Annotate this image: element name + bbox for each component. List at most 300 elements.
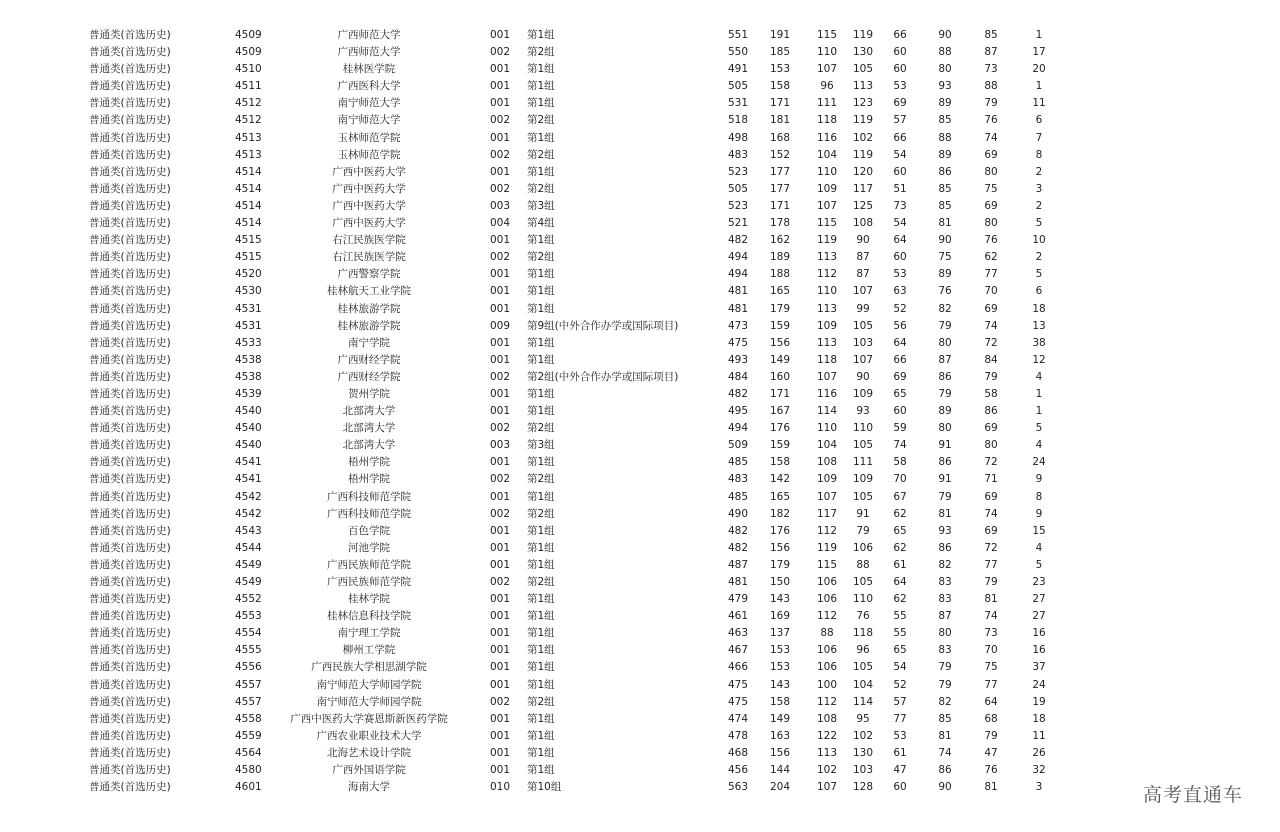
score-cell: 88 — [820, 627, 834, 640]
score-cell: 82 — [938, 558, 952, 571]
school-name-cell: 南宁师范大学 — [337, 97, 401, 110]
table-row — [0, 318, 1280, 335]
score-cell: 27 — [1032, 610, 1046, 623]
table-row — [0, 642, 1280, 659]
table-row — [0, 489, 1280, 506]
category-cell: 普通类(首选历史) — [89, 524, 171, 537]
score-cell: 62 — [984, 251, 998, 264]
score-cell: 60 — [893, 781, 907, 794]
category-cell: 普通类(首选历史) — [89, 199, 171, 212]
score-cell: 96 — [856, 644, 870, 657]
group-name-cell: 第1组 — [527, 80, 555, 93]
score-cell: 23 — [1032, 576, 1046, 588]
score-cell: 473 — [727, 319, 749, 332]
school-code-cell: 4511 — [235, 80, 262, 93]
score-cell: 70 — [984, 285, 998, 298]
score-cell: 65 — [893, 644, 907, 657]
group-code-cell: 002 — [490, 251, 511, 264]
score-cell: 93 — [938, 524, 952, 537]
score-cell: 69 — [984, 302, 998, 315]
score-cell: 179 — [769, 558, 791, 571]
score-cell: 63 — [893, 285, 907, 298]
group-name-cell: 第2组 — [527, 422, 555, 435]
score-cell: 4 — [1035, 439, 1043, 452]
group-code-cell: 001 — [490, 387, 511, 400]
category-cell: 普通类(首选历史) — [89, 473, 171, 486]
score-cell: 509 — [727, 439, 749, 452]
score-cell: 79 — [984, 576, 998, 588]
score-cell: 107 — [816, 199, 838, 212]
table-row — [0, 61, 1280, 78]
score-cell: 113 — [852, 80, 874, 93]
group-name-cell: 第3组 — [527, 439, 555, 452]
score-cell: 8 — [1035, 490, 1043, 503]
score-cell: 158 — [769, 456, 791, 469]
group-code-cell: 001 — [490, 541, 511, 554]
score-cell: 65 — [893, 524, 907, 537]
table-row — [0, 44, 1280, 61]
group-code-cell: 002 — [490, 46, 511, 59]
score-cell: 86 — [938, 541, 952, 554]
school-name-cell: 玉林师范学院 — [337, 131, 401, 144]
score-cell: 76 — [984, 234, 998, 247]
score-cell: 47 — [984, 746, 998, 759]
group-code-cell: 001 — [490, 558, 511, 571]
table-row — [0, 369, 1280, 386]
score-cell: 102 — [852, 729, 874, 742]
score-cell: 106 — [816, 593, 838, 606]
score-cell: 18 — [1032, 712, 1046, 725]
score-cell: 108 — [816, 456, 838, 469]
score-cell: 111 — [816, 97, 838, 110]
group-name-cell: 第1组 — [527, 490, 555, 503]
score-cell: 108 — [852, 217, 874, 230]
score-cell: 531 — [727, 97, 749, 110]
table-row — [0, 215, 1280, 232]
score-cell: 109 — [816, 473, 838, 486]
category-cell: 普通类(首选历史) — [89, 729, 171, 742]
score-cell: 77 — [893, 712, 907, 725]
score-cell: 143 — [769, 593, 791, 606]
school-name-cell: 桂林学院 — [348, 593, 390, 606]
school-name-cell: 南宁理工学院 — [337, 627, 401, 640]
group-code-cell: 002 — [490, 182, 511, 195]
score-cell: 24 — [1032, 678, 1046, 691]
school-name-cell: 桂林信息科技学院 — [327, 610, 411, 623]
school-code-cell: 4542 — [235, 490, 262, 503]
score-cell: 163 — [769, 729, 791, 742]
category-cell: 普通类(首选历史) — [89, 712, 171, 725]
score-cell: 74 — [984, 507, 998, 520]
score-cell: 550 — [727, 46, 749, 59]
score-cell: 468 — [727, 746, 749, 759]
school-code-cell: 4549 — [235, 576, 262, 588]
table-row — [0, 591, 1280, 608]
score-cell: 74 — [984, 610, 998, 623]
score-cell: 80 — [984, 217, 998, 230]
school-code-cell: 4544 — [235, 541, 262, 554]
table-row — [0, 164, 1280, 181]
score-cell: 86 — [938, 165, 952, 178]
score-cell: 90 — [938, 234, 952, 247]
score-cell: 150 — [769, 576, 791, 588]
school-name-cell: 广西农业职业技术大学 — [316, 729, 422, 742]
score-cell: 177 — [769, 165, 791, 178]
score-cell: 80 — [938, 63, 952, 76]
school-name-cell: 桂林医学院 — [342, 63, 396, 76]
school-name-cell: 广西民族师范学院 — [327, 576, 411, 588]
table-row — [0, 659, 1280, 676]
score-cell: 79 — [938, 678, 952, 691]
score-cell: 79 — [938, 387, 952, 400]
score-cell: 144 — [769, 764, 791, 777]
school-code-cell: 4540 — [235, 422, 262, 435]
score-cell: 81 — [984, 593, 998, 606]
score-cell: 117 — [852, 182, 874, 195]
score-cell: 474 — [727, 712, 749, 725]
category-cell: 普通类(首选历史) — [89, 781, 171, 794]
table-row — [0, 540, 1280, 557]
category-cell: 普通类(首选历史) — [89, 251, 171, 264]
score-cell: 523 — [727, 165, 749, 178]
category-cell: 普通类(首选历史) — [89, 353, 171, 366]
score-cell: 523 — [727, 199, 749, 212]
score-cell: 130 — [852, 746, 874, 759]
score-cell: 54 — [893, 148, 907, 161]
score-cell: 75 — [938, 251, 952, 264]
score-cell: 111 — [852, 456, 874, 469]
score-cell: 9 — [1035, 473, 1043, 486]
school-name-cell: 贺州学院 — [348, 387, 390, 400]
score-cell: 64 — [984, 695, 998, 708]
score-cell: 484 — [727, 370, 749, 383]
score-cell: 77 — [984, 558, 998, 571]
table-row — [0, 301, 1280, 318]
score-cell: 91 — [856, 507, 870, 520]
score-cell: 107 — [816, 490, 838, 503]
school-code-cell: 4553 — [235, 610, 262, 623]
score-cell: 2 — [1035, 165, 1043, 178]
school-code-cell: 4559 — [235, 729, 262, 742]
category-cell: 普通类(首选历史) — [89, 285, 171, 298]
score-cell: 15 — [1032, 524, 1046, 537]
score-cell: 5 — [1035, 558, 1043, 571]
group-name-cell: 第1组 — [527, 97, 555, 110]
score-cell: 6 — [1035, 114, 1043, 127]
score-cell: 153 — [769, 63, 791, 76]
score-cell: 482 — [727, 234, 749, 247]
category-cell: 普通类(首选历史) — [89, 678, 171, 691]
group-name-cell: 第9组(中外合作办学或国际项目) — [527, 319, 679, 332]
score-cell: 7 — [1035, 131, 1043, 144]
score-cell: 490 — [727, 507, 749, 520]
score-cell: 113 — [816, 746, 838, 759]
score-cell: 152 — [769, 148, 791, 161]
group-name-cell: 第2组 — [527, 251, 555, 264]
score-cell: 65 — [893, 387, 907, 400]
score-cell: 105 — [852, 63, 874, 76]
score-cell: 171 — [769, 387, 791, 400]
score-cell: 158 — [769, 695, 791, 708]
score-cell: 6 — [1035, 285, 1043, 298]
score-cell: 69 — [984, 422, 998, 435]
score-cell: 74 — [984, 319, 998, 332]
school-code-cell: 4580 — [235, 764, 262, 777]
score-cell: 17 — [1032, 46, 1046, 59]
score-cell: 96 — [820, 80, 834, 93]
score-cell: 53 — [893, 729, 907, 742]
category-cell: 普通类(首选历史) — [89, 439, 171, 452]
table-row — [0, 403, 1280, 420]
score-cell: 91 — [938, 439, 952, 452]
school-code-cell: 4541 — [235, 473, 262, 486]
score-cell: 482 — [727, 524, 749, 537]
school-name-cell: 右江民族医学院 — [332, 234, 406, 247]
score-cell: 149 — [769, 712, 791, 725]
score-cell: 70 — [893, 473, 907, 486]
score-cell: 54 — [893, 661, 907, 674]
school-name-cell: 广西中医药大学 — [332, 217, 406, 230]
score-cell: 109 — [816, 182, 838, 195]
group-code-cell: 002 — [490, 148, 511, 161]
score-cell: 176 — [769, 422, 791, 435]
category-cell: 普通类(首选历史) — [89, 336, 171, 349]
score-cell: 16 — [1032, 627, 1046, 640]
score-cell: 110 — [852, 422, 874, 435]
score-cell: 182 — [769, 507, 791, 520]
school-name-cell: 广西科技师范学院 — [327, 490, 411, 503]
score-cell: 87 — [938, 353, 952, 366]
school-code-cell: 4531 — [235, 319, 262, 332]
group-name-cell: 第4组 — [527, 217, 555, 230]
category-cell: 普通类(首选历史) — [89, 302, 171, 315]
score-cell: 3 — [1035, 781, 1043, 794]
group-code-cell: 002 — [490, 370, 511, 383]
score-cell: 495 — [727, 405, 749, 418]
group-name-cell: 第1组 — [527, 456, 555, 469]
score-cell: 60 — [893, 46, 907, 59]
score-cell: 120 — [852, 165, 874, 178]
school-name-cell: 海南大学 — [348, 781, 390, 794]
score-cell: 563 — [727, 781, 749, 794]
score-cell: 88 — [938, 131, 952, 144]
score-cell: 77 — [984, 268, 998, 281]
score-cell: 128 — [852, 781, 874, 794]
group-name-cell: 第2组(中外合作办学或国际项目) — [527, 370, 679, 383]
score-cell: 123 — [852, 97, 874, 110]
score-cell: 24 — [1032, 456, 1046, 469]
score-cell: 82 — [938, 695, 952, 708]
table-row — [0, 608, 1280, 625]
school-code-cell: 4601 — [235, 781, 262, 794]
score-cell: 4 — [1035, 541, 1043, 554]
score-cell: 177 — [769, 182, 791, 195]
score-cell: 461 — [727, 610, 749, 623]
score-cell: 481 — [727, 576, 749, 588]
score-cell: 20 — [1032, 63, 1046, 76]
score-cell: 107 — [816, 781, 838, 794]
category-cell: 普通类(首选历史) — [89, 576, 171, 588]
score-cell: 112 — [816, 695, 838, 708]
score-cell: 475 — [727, 678, 749, 691]
score-cell: 83 — [938, 593, 952, 606]
school-code-cell: 4531 — [235, 302, 262, 315]
group-name-cell: 第2组 — [527, 46, 555, 59]
table-row — [0, 352, 1280, 369]
score-cell: 122 — [816, 729, 838, 742]
score-cell: 112 — [816, 524, 838, 537]
group-name-cell: 第2组 — [527, 114, 555, 127]
score-cell: 72 — [984, 541, 998, 554]
score-cell: 72 — [984, 456, 998, 469]
school-name-cell: 北海艺术设计学院 — [327, 746, 411, 759]
school-code-cell: 4554 — [235, 627, 262, 640]
school-code-cell: 4514 — [235, 182, 262, 195]
score-cell: 70 — [984, 644, 998, 657]
table-row — [0, 745, 1280, 762]
score-cell: 80 — [938, 336, 952, 349]
score-cell: 113 — [816, 336, 838, 349]
score-cell: 494 — [727, 268, 749, 281]
score-cell: 60 — [893, 405, 907, 418]
group-name-cell: 第2组 — [527, 576, 555, 588]
score-cell: 456 — [727, 764, 749, 777]
group-name-cell: 第1组 — [527, 558, 555, 571]
school-name-cell: 广西中医药大学 — [332, 165, 406, 178]
score-cell: 142 — [769, 473, 791, 486]
score-cell: 112 — [816, 268, 838, 281]
table-row — [0, 523, 1280, 540]
table-row — [0, 386, 1280, 403]
score-cell: 159 — [769, 439, 791, 452]
category-cell: 普通类(首选历史) — [89, 456, 171, 469]
table-row — [0, 249, 1280, 266]
school-code-cell: 4540 — [235, 405, 262, 418]
group-code-cell: 003 — [490, 439, 511, 452]
score-cell: 118 — [852, 627, 874, 640]
table-row — [0, 335, 1280, 352]
score-cell: 483 — [727, 473, 749, 486]
school-code-cell: 4510 — [235, 63, 262, 76]
score-cell: 130 — [852, 46, 874, 59]
score-cell: 487 — [727, 558, 749, 571]
group-name-cell: 第1组 — [527, 712, 555, 725]
score-cell: 115 — [816, 29, 838, 41]
score-cell: 13 — [1032, 319, 1046, 332]
group-name-cell: 第1组 — [527, 268, 555, 281]
score-cell: 191 — [769, 29, 791, 41]
score-cell: 66 — [893, 131, 907, 144]
score-cell: 485 — [727, 490, 749, 503]
score-cell: 61 — [893, 558, 907, 571]
score-cell: 80 — [984, 165, 998, 178]
table-row — [0, 574, 1280, 591]
score-cell: 53 — [893, 80, 907, 93]
score-cell: 68 — [984, 712, 998, 725]
school-code-cell: 4509 — [235, 46, 262, 59]
score-cell: 69 — [984, 148, 998, 161]
category-cell: 普通类(首选历史) — [89, 746, 171, 759]
score-cell: 27 — [1032, 593, 1046, 606]
score-cell: 466 — [727, 661, 749, 674]
school-name-cell: 广西民族大学相思湖学院 — [311, 661, 427, 674]
group-code-cell: 001 — [490, 610, 511, 623]
score-cell: 10 — [1032, 234, 1046, 247]
score-cell: 85 — [984, 29, 998, 41]
score-cell: 26 — [1032, 746, 1046, 759]
score-cell: 481 — [727, 285, 749, 298]
score-cell: 62 — [893, 593, 907, 606]
score-cell: 79 — [938, 661, 952, 674]
group-name-cell: 第2组 — [527, 507, 555, 520]
score-cell: 162 — [769, 234, 791, 247]
score-cell: 81 — [938, 507, 952, 520]
group-code-cell: 001 — [490, 661, 511, 674]
score-cell: 467 — [727, 644, 749, 657]
score-cell: 79 — [938, 490, 952, 503]
score-cell: 85 — [938, 199, 952, 212]
score-cell: 105 — [852, 319, 874, 332]
score-cell: 118 — [816, 353, 838, 366]
score-cell: 505 — [727, 80, 749, 93]
score-cell: 100 — [816, 678, 838, 691]
category-cell: 普通类(首选历史) — [89, 507, 171, 520]
school-code-cell: 4512 — [235, 97, 262, 110]
school-code-cell: 4509 — [235, 29, 262, 41]
score-cell: 158 — [769, 80, 791, 93]
score-cell: 112 — [816, 610, 838, 623]
category-cell: 普通类(首选历史) — [89, 490, 171, 503]
score-cell: 482 — [727, 387, 749, 400]
score-cell: 58 — [893, 456, 907, 469]
score-cell: 84 — [984, 353, 998, 366]
score-cell: 106 — [816, 644, 838, 657]
score-cell: 5 — [1035, 217, 1043, 230]
group-name-cell: 第2组 — [527, 695, 555, 708]
score-cell: 493 — [727, 353, 749, 366]
category-cell: 普通类(首选历史) — [89, 370, 171, 383]
score-cell: 76 — [938, 285, 952, 298]
score-cell: 86 — [938, 370, 952, 383]
score-cell: 102 — [816, 764, 838, 777]
score-cell: 55 — [893, 627, 907, 640]
score-cell: 167 — [769, 405, 791, 418]
score-cell: 105 — [852, 490, 874, 503]
school-name-cell: 广西中医药大学 — [332, 182, 406, 195]
table-row — [0, 198, 1280, 215]
score-cell: 64 — [893, 576, 907, 588]
group-name-cell: 第1组 — [527, 336, 555, 349]
school-code-cell: 4543 — [235, 524, 262, 537]
table-row — [0, 506, 1280, 523]
school-code-cell: 4549 — [235, 558, 262, 571]
category-cell: 普通类(首选历史) — [89, 217, 171, 230]
group-name-cell: 第1组 — [527, 405, 555, 418]
school-name-cell: 广西民族师范学院 — [327, 558, 411, 571]
score-cell: 32 — [1032, 764, 1046, 777]
score-cell: 475 — [727, 695, 749, 708]
score-cell: 107 — [852, 353, 874, 366]
group-code-cell: 001 — [490, 234, 511, 247]
school-name-cell: 梧州学院 — [348, 473, 390, 486]
table-row — [0, 181, 1280, 198]
category-cell: 普通类(首选历史) — [89, 319, 171, 332]
group-code-cell: 009 — [490, 319, 511, 332]
table-row — [0, 283, 1280, 300]
school-name-cell: 桂林航天工业学院 — [327, 285, 411, 298]
group-name-cell: 第1组 — [527, 644, 555, 657]
score-cell: 73 — [984, 627, 998, 640]
